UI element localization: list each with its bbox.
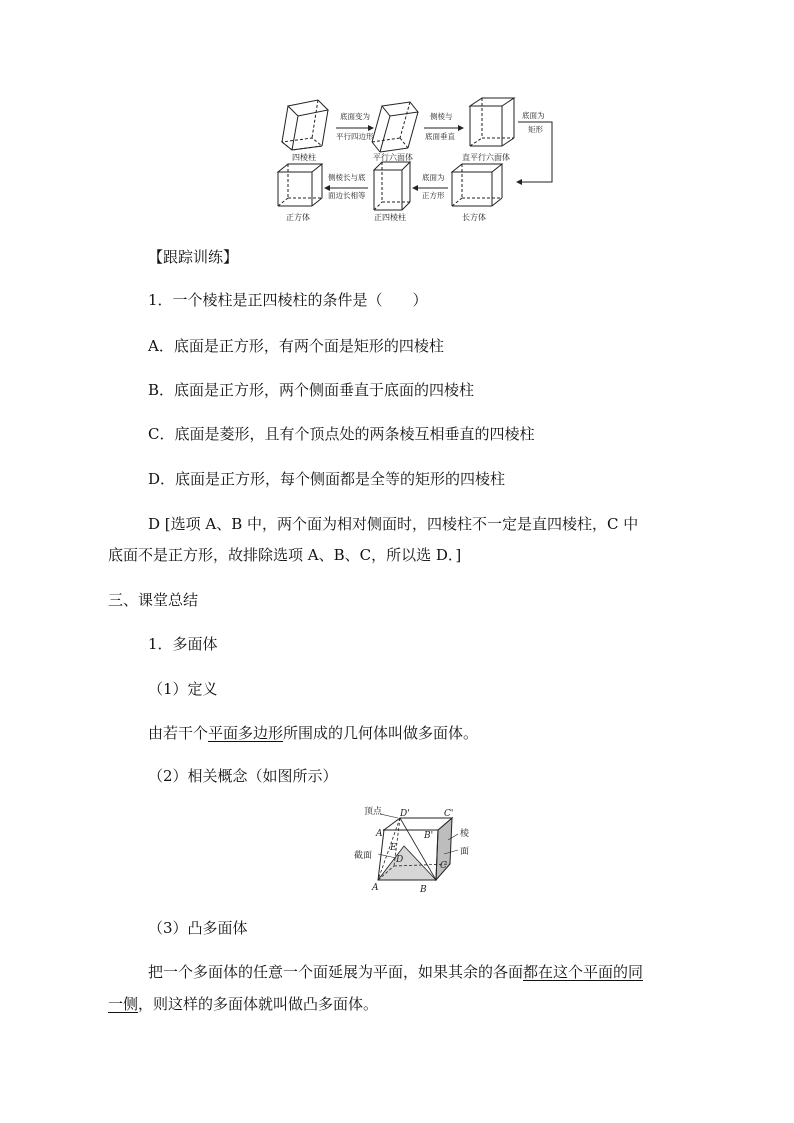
definition-title: （1）定义 xyxy=(148,680,218,698)
convex-line-1 xyxy=(148,962,643,982)
arrow-4-line2: 正方形 xyxy=(422,191,445,200)
section-label: 截面 xyxy=(354,851,373,861)
arrow-5-line2: 面边长相等 xyxy=(328,191,366,200)
convex-title: （3）凸多面体 xyxy=(148,919,248,937)
convex-line-2-underlined: 一侧 xyxy=(108,995,139,1013)
option-d: D．底面是正方形，每个侧面都是全等的矩形的四棱柱 xyxy=(148,470,506,488)
parallelepiped-figure xyxy=(372,102,418,152)
arrow-1-line2: 平行四边形 xyxy=(336,132,374,141)
node-label-4: 长方体 xyxy=(462,213,486,222)
point-d: D xyxy=(396,855,404,865)
arrow-4-line1: 底面为 xyxy=(422,173,445,182)
arrow-3-line1: 底面为 xyxy=(522,111,545,120)
tracking-heading: 【跟踪训练】 xyxy=(148,248,239,266)
point-b-prime: B' xyxy=(424,831,434,841)
node-label-5: 正四棱柱 xyxy=(374,213,406,222)
definition-underlined: 平面多边形 xyxy=(208,724,284,742)
right-parallelepiped-figure xyxy=(470,98,514,146)
polyhedron-concept-figure xyxy=(340,806,480,894)
regular-prism-figure xyxy=(374,162,410,210)
definition-text xyxy=(148,723,478,743)
prism-classification-diagram xyxy=(270,92,560,227)
point-d-prime: D' xyxy=(400,809,410,819)
convex-line-1-underlined: 都在这个平面的同 xyxy=(523,963,644,981)
face-label: 面 xyxy=(460,847,470,857)
arrow-3-line2: 矩形 xyxy=(528,125,543,134)
arrow-2-line2: 底面垂直 xyxy=(425,132,455,141)
answer-line-1: D [选项 A、B 中，两个面为相对侧面时，四棱柱不一定是直四棱柱，C 中 xyxy=(148,515,639,533)
point-c: C xyxy=(440,861,447,871)
cube-figure xyxy=(278,164,322,206)
summary-heading: 三、课堂总结 xyxy=(108,591,199,609)
vertex-label: 顶点 xyxy=(364,807,383,817)
definition-post: 所围成的几何体叫做多面体。 xyxy=(283,724,479,742)
node-label-2: 平行六面体 xyxy=(373,153,413,162)
node-label-3: 直平行六面体 xyxy=(462,153,510,162)
arrow-1-line1: 底面变为 xyxy=(340,112,370,121)
arrow-2-line1: 侧棱与 xyxy=(430,112,453,121)
convex-line-2-post: ，则这样的多面体就叫做凸多面体。 xyxy=(138,995,379,1013)
point-e: E xyxy=(390,843,397,853)
quadrangular-prism-figure xyxy=(282,100,328,150)
option-b: B．底面是正方形，两个侧面垂直于底面的四棱柱 xyxy=(148,381,475,399)
definition-pre: 由若干个 xyxy=(148,724,209,742)
point-b: B xyxy=(420,885,427,894)
convex-line-2 xyxy=(108,994,378,1014)
arrow-5-line1: 侧棱长与底 xyxy=(328,173,366,182)
polyhedron-item: 1．多面体 xyxy=(148,635,218,653)
question-text: 1．一个棱柱是正四棱柱的条件是（ ） xyxy=(148,291,428,309)
point-a: A xyxy=(372,883,379,893)
node-label-6: 正方体 xyxy=(286,213,310,222)
cuboid-figure xyxy=(452,164,502,206)
concept-title: （2）相关概念（如图所示） xyxy=(148,767,338,785)
point-c-prime: C' xyxy=(444,809,454,819)
convex-line-1-pre: 把一个多面体的任意一个面延展为平面，如果其余的各面 xyxy=(148,963,524,981)
point-a-prime: A' xyxy=(376,829,385,839)
option-c: C．底面是菱形，且有个顶点处的两条棱互相垂直的四棱柱 xyxy=(148,425,535,443)
answer-line-2: 底面不是正方形，故排除选项 A、B、C，所以选 D．] xyxy=(108,546,462,564)
edge-label: 棱 xyxy=(460,829,470,839)
option-a: A．底面是正方形，有两个面是矩形的四棱柱 xyxy=(148,337,444,355)
node-label-1: 四棱柱 xyxy=(292,153,316,162)
